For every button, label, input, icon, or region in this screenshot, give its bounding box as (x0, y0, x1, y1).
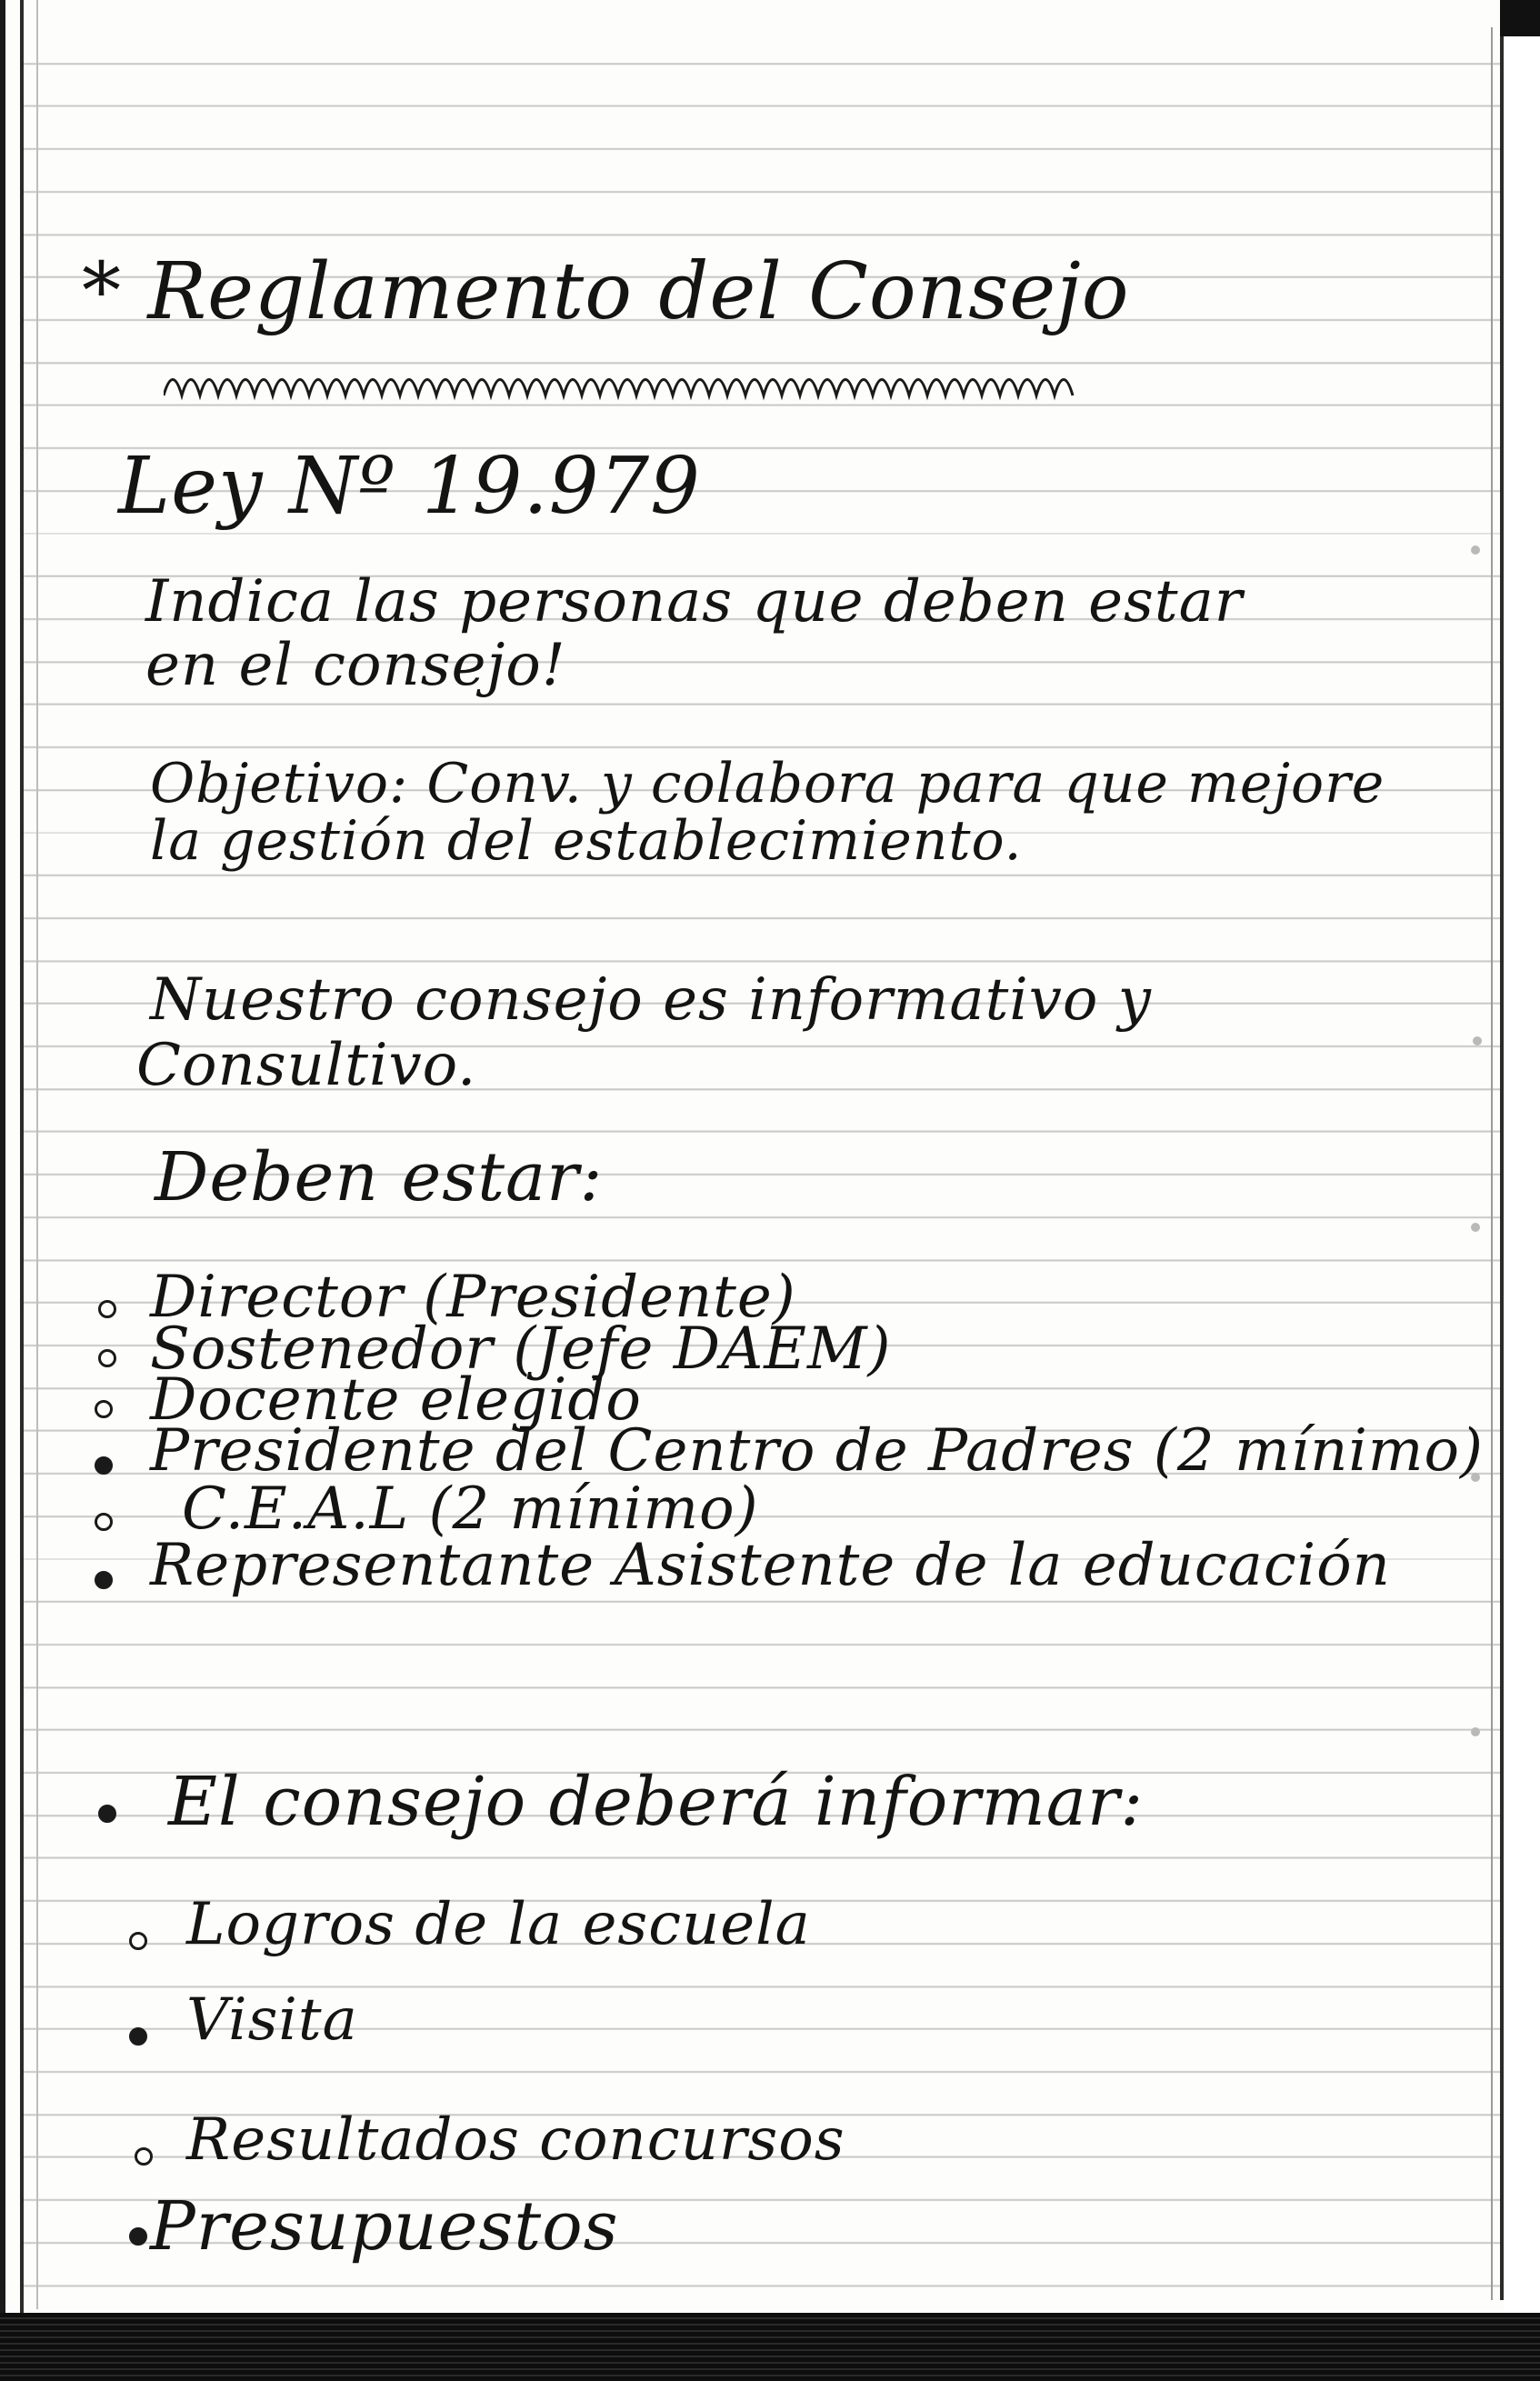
law-number: Ley Nº 19.979 (118, 441, 701, 532)
list-bullet (95, 1513, 113, 1531)
member-item: Representante Asistente de la educación (150, 1532, 1391, 1599)
list-bullet (129, 1932, 147, 1950)
list-bullet (135, 2147, 153, 2166)
member-item: Presidente del Centro de Padres (2 mínimo) (150, 1417, 1484, 1485)
inform-item: Logros de la escuela (186, 1891, 811, 1958)
para1-line2: en el consejo! (145, 632, 566, 699)
list-bullet (95, 1571, 113, 1589)
margin-line (36, 0, 38, 2309)
page-left-edge (0, 0, 31, 2381)
bleed-dot (1473, 1036, 1482, 1045)
list-bullet (95, 1400, 113, 1418)
inform-item: Resultados concursos (186, 2106, 845, 2174)
para2-line2: la gestión del establecimiento. (150, 809, 1023, 873)
inform-item: Visita (186, 1986, 358, 2054)
page-right-margin (1491, 27, 1493, 2300)
scan-bottom-band (0, 2313, 1540, 2381)
bleed-dot (1471, 1727, 1480, 1736)
para2-line1: Objetivo: Conv. y colabora para que mejore (150, 752, 1385, 815)
scan-right-border (1504, 0, 1540, 2381)
para3-line2: Consultivo. (136, 1032, 477, 1099)
inform-item: Presupuestos (150, 2187, 619, 2266)
list-bullet (95, 1456, 113, 1475)
bleed-dot (1471, 545, 1480, 555)
scan-corner-mark (1500, 0, 1540, 36)
members-heading: Deben estar: (155, 1138, 604, 1216)
list-bullet (98, 1805, 116, 1823)
list-bullet (129, 2227, 147, 2246)
list-bullet (129, 2027, 147, 2046)
member-item: Docente elegido (150, 1366, 642, 1434)
member-item: Director (Presidente) (150, 1264, 796, 1331)
list-bullet (98, 1300, 116, 1318)
member-item: C.E.A.L (2 mínimo) (182, 1476, 759, 1543)
heading-underline-squiggle (164, 359, 1100, 414)
para3-line1: Nuestro consejo es informativo y (150, 966, 1152, 1034)
note-heading: * Reglamento del Consejo (82, 246, 1130, 337)
inform-heading: El consejo deberá informar: (168, 1763, 1145, 1841)
para1-line1: Indica las personas que deben estar (145, 568, 1244, 635)
member-item: Sostenedor (Jefe DAEM) (150, 1316, 892, 1383)
bleed-dot (1471, 1223, 1480, 1232)
list-bullet (98, 1349, 116, 1367)
